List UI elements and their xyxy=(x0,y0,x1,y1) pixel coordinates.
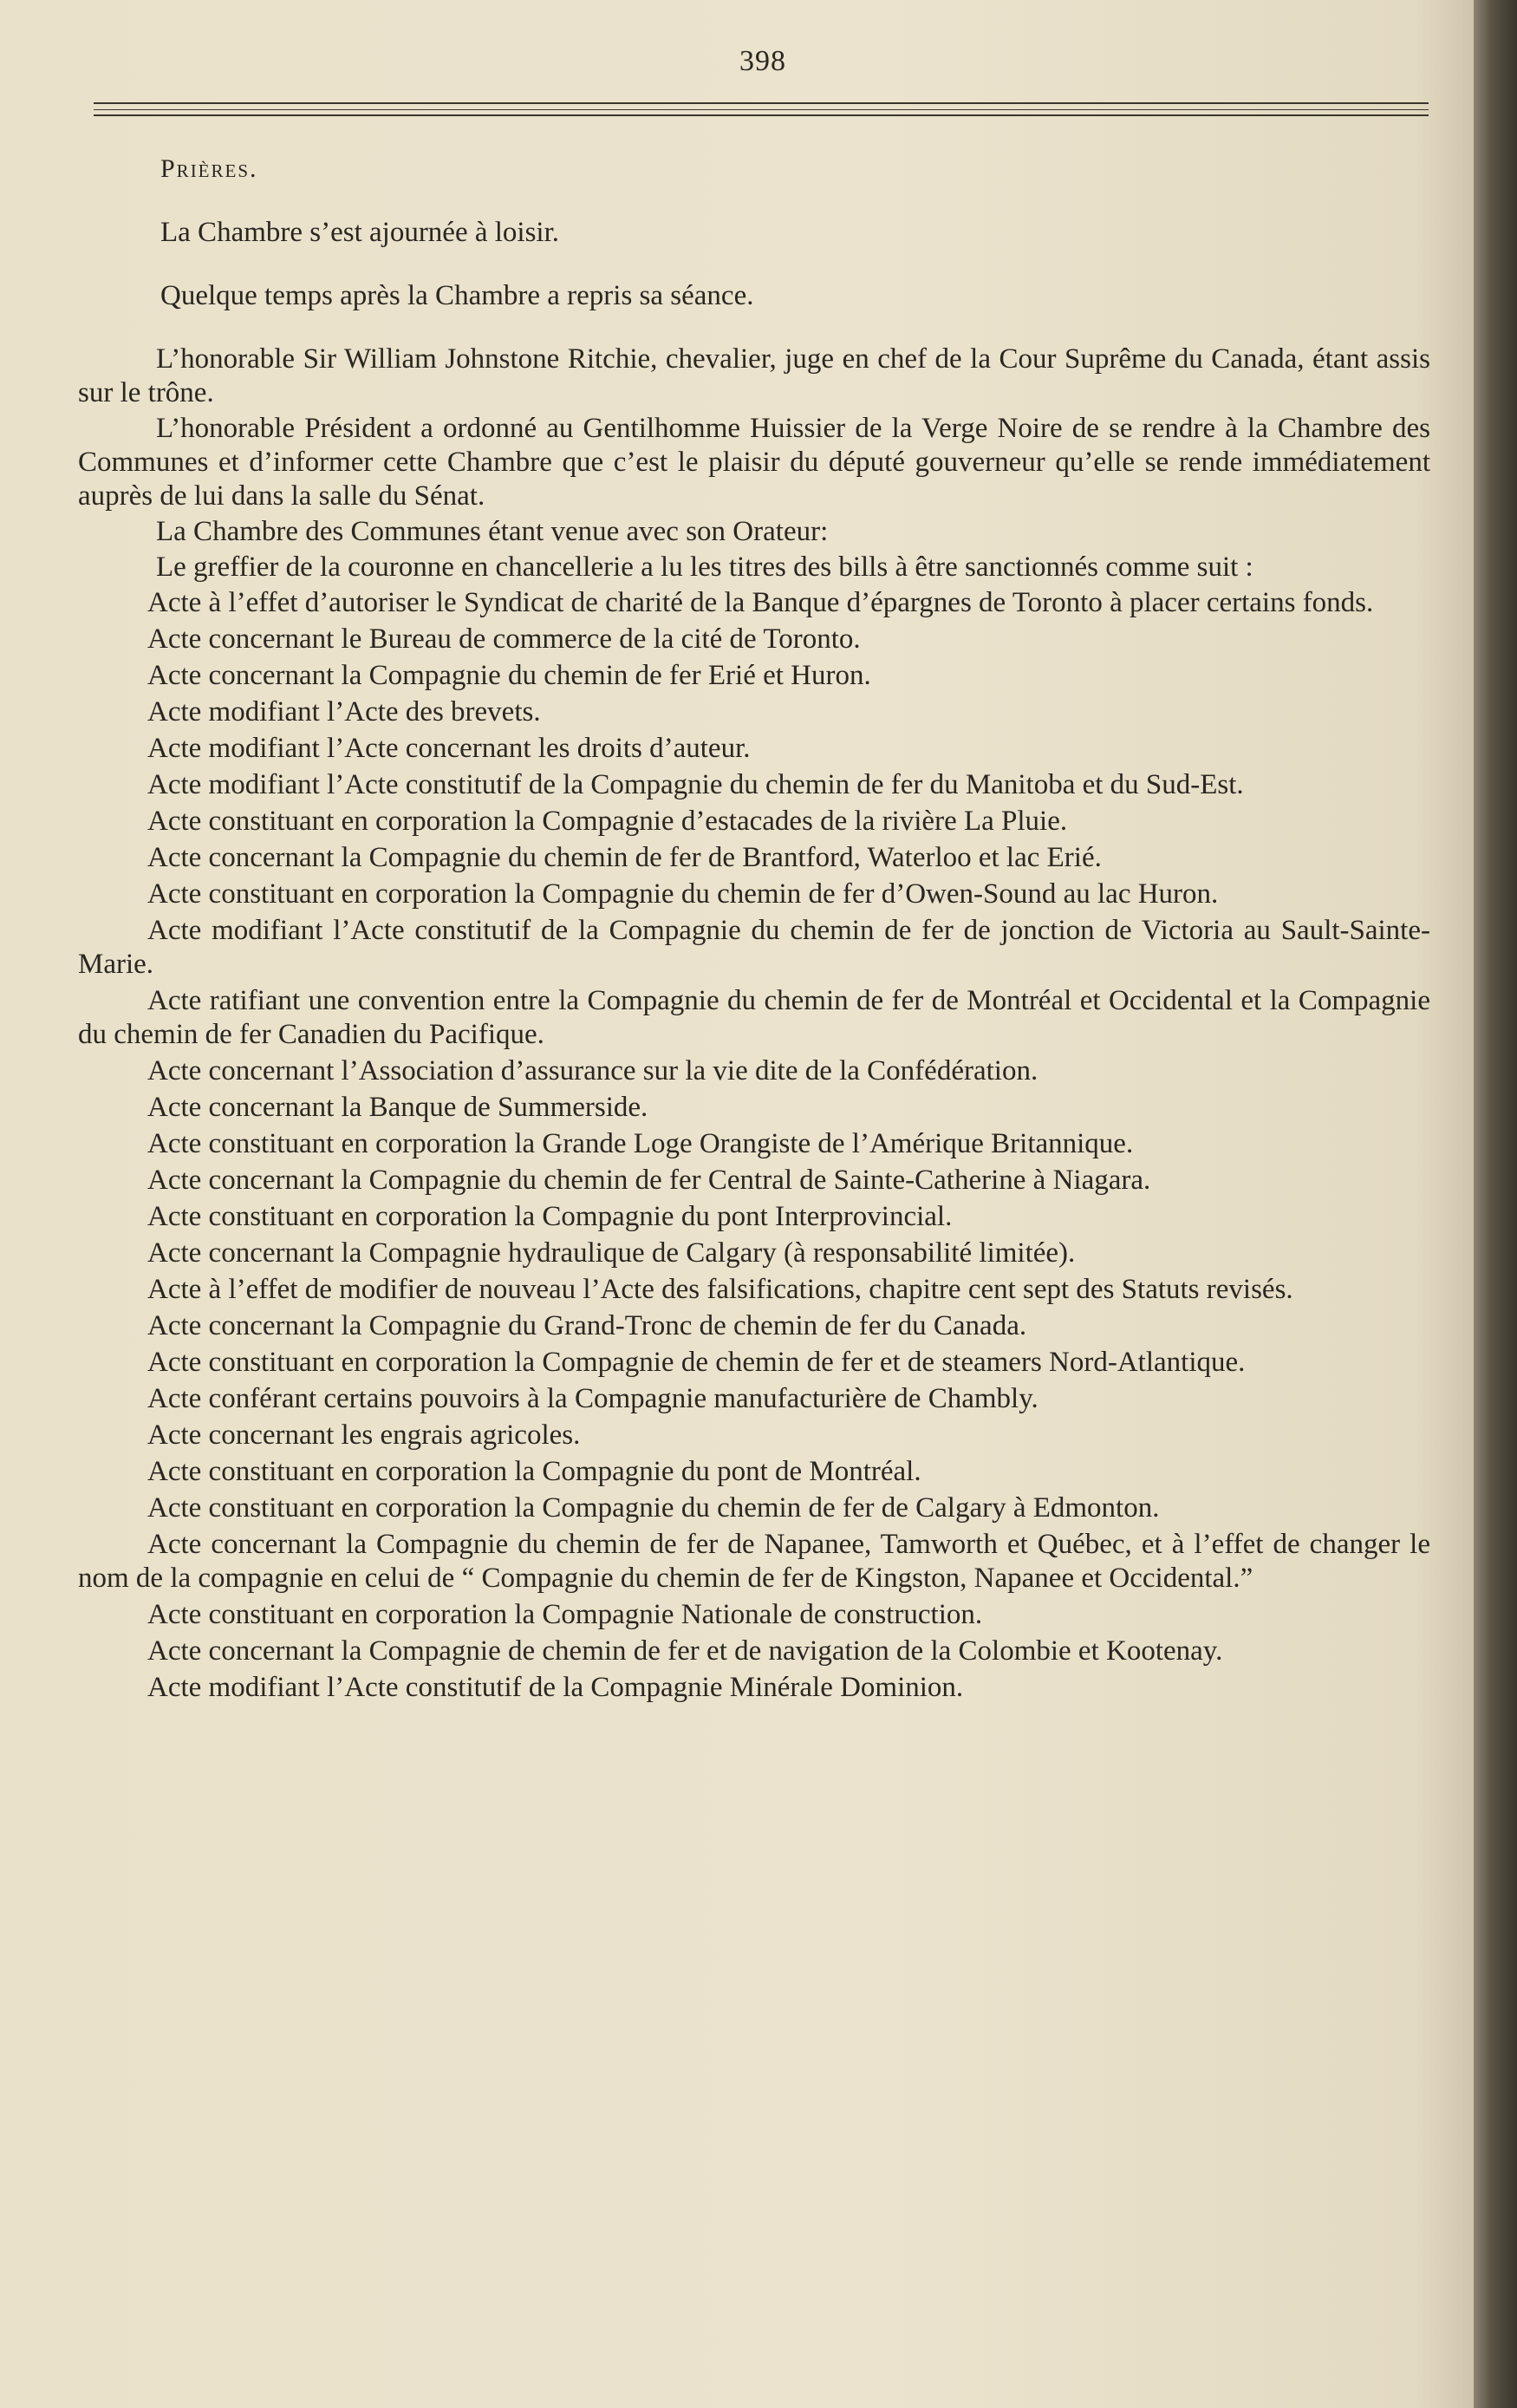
opening-line: La Chambre s’est ajournée à loisir. xyxy=(160,217,560,248)
acte-item: Acte à l’effet de modifier de nouveau l’Acte des falsifications, chapitre cent sept des Statuts revisés. xyxy=(147,1274,1293,1305)
header-rule xyxy=(94,114,1429,116)
page-body xyxy=(78,152,1430,1707)
acte-item: Acte concernant la Compagnie de chemin de fer et de navigation de la Colombie et Kootenay. xyxy=(147,1635,1223,1667)
acte-item: Acte concernant la Compagnie du chemin de fer de Napanee, Tamworth et Québec, et à l’effet de changer le nom de la compagnie en celui de “ Compagnie du chemin de fer de Kingston, Napanee et Occidental.” xyxy=(78,1529,1430,1594)
acte-item: Acte modifiant l’Acte constitutif de la Compagnie du chemin de fer de jonction de Victoria au Sault-Sainte-Marie. xyxy=(78,915,1430,980)
acte-item: Acte concernant les engrais agricoles. xyxy=(147,1419,581,1451)
acte-item: Acte modifiant l’Acte constitutif de la Compagnie du chemin de fer du Manitoba et du Sud-Est. xyxy=(147,769,1244,800)
acte-item: Acte à l’effet d’autoriser le Syndicat de charité de la Banque d’épargnes de Toronto à placer certains fonds. xyxy=(147,587,1374,618)
acte-item: Acte constituant en corporation la Compagnie du pont de Montréal. xyxy=(147,1456,921,1487)
paragraph: Le greffier de la couronne en chancellerie a lu les titres des bills à être sanctionnés comme suit : xyxy=(156,551,1253,583)
opening-line: Quelque temps après la Chambre a repris sa séance. xyxy=(160,280,754,311)
paragraph: La Chambre des Communes étant venue avec son Orateur: xyxy=(156,516,829,547)
acte-item: Acte conférant certains pouvoirs à la Compagnie manufacturière de Chambly. xyxy=(147,1383,1038,1414)
acte-item: Acte modifiant l’Acte des brevets. xyxy=(147,696,541,728)
section-heading: Prières. xyxy=(160,154,258,183)
acte-item: Acte constituant en corporation la Compagnie du pont Interprovincial. xyxy=(147,1201,953,1232)
acte-item: Acte constituant en corporation la Compagnie du chemin de fer de Calgary à Edmonton. xyxy=(147,1492,1160,1524)
acte-item: Acte constituant en corporation la Compagnie Nationale de construction. xyxy=(147,1599,983,1630)
acte-item: Acte constituant en corporation la Compagnie d’estacades de la rivière La Pluie. xyxy=(147,806,1068,837)
acte-item: Acte concernant la Compagnie du Grand-Tronc de chemin de fer du Canada. xyxy=(147,1310,1027,1341)
acte-item: Acte concernant la Compagnie du chemin de fer de Brantford, Waterloo et lac Erié. xyxy=(147,842,1102,873)
acte-item: Acte concernant l’Association d’assurance sur la vie dite de la Confédération. xyxy=(147,1055,1038,1087)
acte-item: Acte concernant la Compagnie hydraulique de Calgary (à responsabilité limitée). xyxy=(147,1237,1076,1269)
header-rule xyxy=(94,102,1429,104)
acte-item: Acte concernant la Compagnie du chemin de fer Erié et Huron. xyxy=(147,660,871,691)
acte-item: Acte modifiant l’Acte concernant les droits d’auteur. xyxy=(147,733,751,764)
acte-item: Acte concernant la Banque de Summerside. xyxy=(147,1092,648,1123)
acte-item: Acte constituant en corporation la Compagnie de chemin de fer et de steamers Nord-Atlantique. xyxy=(147,1347,1246,1378)
header-rule xyxy=(94,109,1429,110)
acte-item: Acte constituant en corporation la Compagnie du chemin de fer d’Owen-Sound au lac Huron. xyxy=(147,878,1219,910)
acte-item: Acte concernant la Compagnie du chemin de fer Central de Sainte-Catherine à Niagara. xyxy=(147,1165,1151,1196)
paragraph: L’honorable Président a ordonné au Gentilhomme Huissier de la Verge Noire de se rendre à la Chambre des Communes et d’informer cette Chambre que c’est le plaisir du député gouverneur qu’elle se rende immédiatement auprès de lui dans la salle du Sénat. xyxy=(78,413,1430,512)
paragraph: L’honorable Sir William Johnstone Ritchie, chevalier, juge en chef de la Cour Suprême du Canada, étant assis sur le trône. xyxy=(78,343,1430,408)
acte-item: Acte ratifiant une convention entre la Compagnie du chemin de fer de Montréal et Occidental et la Compagnie du chemin de fer Canadien du Pacifique. xyxy=(78,985,1430,1050)
acte-item: Acte modifiant l’Acte constitutif de la Compagnie Minérale Dominion. xyxy=(147,1672,964,1703)
acte-item: Acte constituant en corporation la Grande Loge Orangiste de l’Amérique Britannique. xyxy=(147,1128,1134,1159)
page-number: 398 xyxy=(739,45,786,77)
acte-item: Acte concernant le Bureau de commerce de la cité de Toronto. xyxy=(147,623,861,655)
book-gutter xyxy=(1474,0,1517,2408)
